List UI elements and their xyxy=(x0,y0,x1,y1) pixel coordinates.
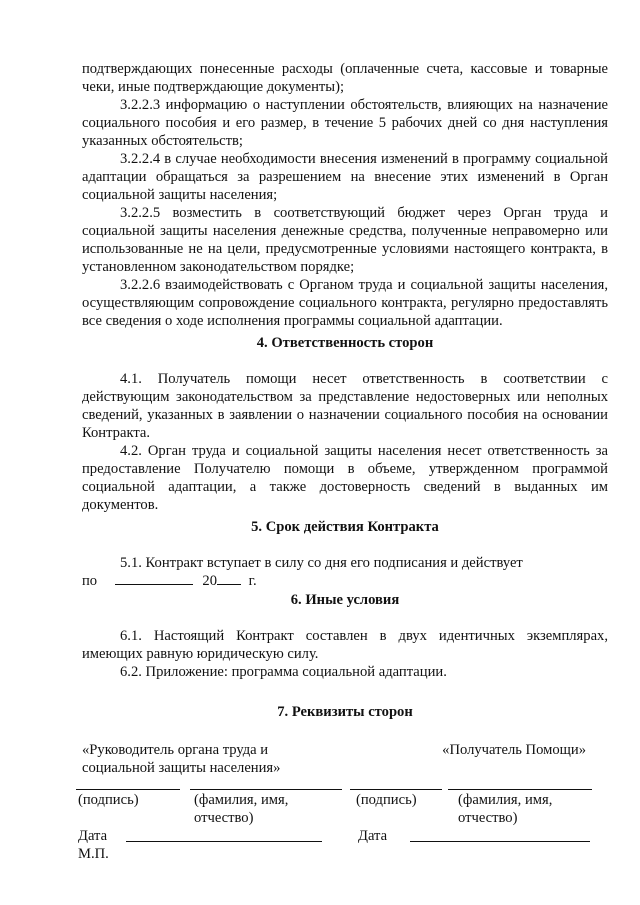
left-name-label-line1: (фамилия, имя, xyxy=(194,792,289,808)
right-date-label: Дата xyxy=(358,828,388,844)
left-date-line xyxy=(126,841,322,842)
term-year-suffix: г. xyxy=(248,573,257,589)
term-year-label: 20 xyxy=(202,573,218,589)
paragraph-3-2-2-3: 3.2.2.3 информацию о наступлении обстоятельств, влияющих на назначение социального пособия и его размер, в течение 5 рабочих дней со дня наступления указанных обстоятельств; xyxy=(82,97,608,149)
section-7-title: 7. Реквизиты сторон xyxy=(277,704,413,720)
right-name-label-line1: (фамилия, имя, xyxy=(458,792,553,808)
left-name-label-line2: отчество) xyxy=(194,810,254,826)
right-name-label-line2: отчество) xyxy=(458,810,518,826)
paragraph-4-2: 4.2. Орган труда и социальной защиты населения несет ответственность за предоставление Получателю помощи в объеме, утвержденном программой социальной адаптации, а также достоверность сведений в выданных им документов. xyxy=(82,443,608,513)
term-day-month-blank xyxy=(115,572,193,585)
right-date-line xyxy=(410,841,590,842)
right-sign-label: (подпись) xyxy=(356,792,417,808)
term-year-blank xyxy=(217,572,241,585)
parties-row xyxy=(82,741,608,779)
paragraph-4-1: 4.1. Получатель помощи несет ответственность в соответствии с действующим законодательством за представление недостоверных или неполных сведений, указанных в заявлении о назначении социального пособия на основании Контракта. xyxy=(82,371,608,441)
paragraph-3-2-2-6: 3.2.2.6 взаимодействовать с Органом труда и социальной защиты населения, осуществляющим сопровождение социального контракта, регулярно предоставлять все сведения о ходе исполнения программы социальной адаптации. xyxy=(82,277,608,329)
paragraph-3-2-2-5: 3.2.2.5 возместить в соответствующий бюджет через Орган труда и социальной защиты населения денежные средства, полученные неправомерно или использованные не на цели, предусмотренные условиями настоящего контракта, в установленном законодательством порядке; xyxy=(82,205,608,275)
left-name-line xyxy=(190,789,342,790)
term-by-label: по xyxy=(82,573,98,589)
left-party-name: «Руководитель органа труда и социальной защиты населения» xyxy=(82,742,281,776)
right-signature-line xyxy=(350,789,442,790)
left-sign-label: (подпись) xyxy=(78,792,139,808)
right-name-line xyxy=(448,789,592,790)
signature-area xyxy=(78,779,608,889)
section-4-title: 4. Ответственность сторон xyxy=(256,335,434,351)
left-date-label: Дата xyxy=(78,828,108,844)
paragraph-6-2: 6.2. Приложение: программа социальной адаптации. xyxy=(120,664,447,680)
right-name-label xyxy=(458,791,552,827)
section-5-title: 5. Срок действия Контракта xyxy=(251,519,439,535)
paragraph-6-1: 6.1. Настоящий Контракт составлен в двух идентичных экземплярах, имеющих равную юридическую силу. xyxy=(82,628,608,662)
paragraph-5-1: 5.1. Контракт вступает в силу со дня его подписания и действует xyxy=(120,555,523,571)
left-signature-line xyxy=(76,789,180,790)
paragraph-3-2-2-4: 3.2.2.4 в случае необходимости внесения изменений в программу социальной адаптации обращаться за разрешением на внесение этих изменений в Орган социальной защиты населения; xyxy=(82,151,608,203)
paragraph-continuation: подтверждающих понесенные расходы (оплаченные счета, кассовые и товарные чеки, иные подтверждающие документы); xyxy=(82,61,608,95)
stamp-label: М.П. xyxy=(78,846,109,862)
term-line xyxy=(82,572,608,590)
right-party-name: «Получатель Помощи» xyxy=(442,742,586,758)
section-6-title: 6. Иные условия xyxy=(290,592,400,608)
left-name-label xyxy=(194,791,288,827)
document-body xyxy=(78,60,608,889)
